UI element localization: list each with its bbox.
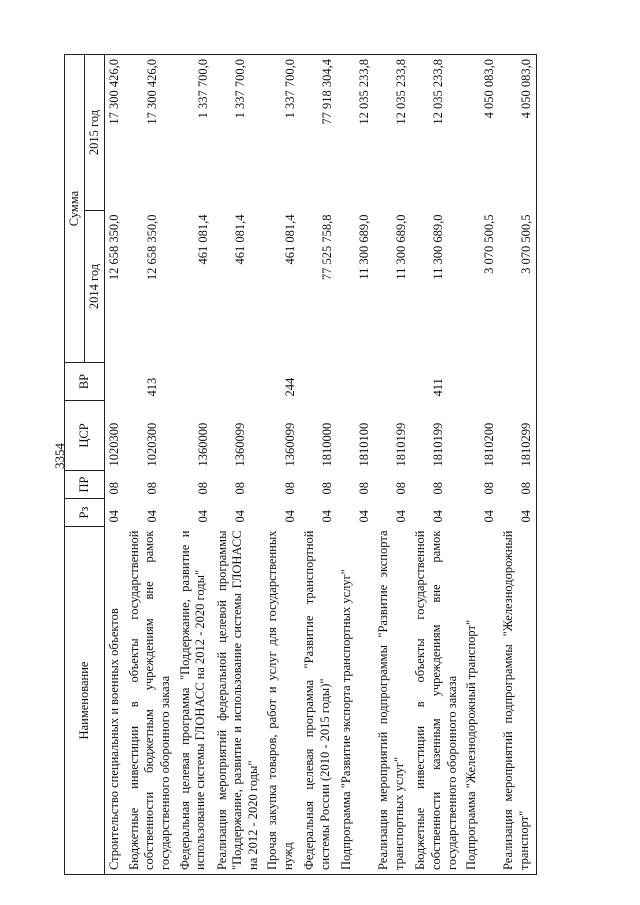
row-rz: 04 (195, 510, 210, 523)
table-row (300, 55, 337, 875)
row-sum-2015: 4 050 083,0 (462, 55, 499, 211)
row-vr: 413 (144, 377, 159, 397)
row-sum-2014: 3 070 500,5 (499, 211, 537, 363)
header-pr: ПР (65, 471, 105, 499)
row-vr (213, 363, 264, 401)
table-row (462, 55, 499, 875)
header-rz: Рз (65, 499, 105, 527)
row-name: Подпрограмма "Железнодорожный транспорт" (462, 527, 499, 875)
row-sum-2014: 12 658 350,0 (107, 214, 121, 281)
row-vr (499, 363, 537, 401)
table-row (499, 55, 537, 875)
row-sum-2014: 461 081,4 (232, 214, 247, 265)
row-csr: 1360099 (283, 422, 298, 467)
row-pr: 08 (144, 482, 159, 495)
table-row (374, 55, 411, 875)
row-sum-2015: 17 300 426,0 (125, 55, 176, 211)
table-row (411, 55, 462, 875)
row-rz: 04 (482, 510, 497, 523)
row-csr: 1810199 (431, 422, 446, 467)
row-sum-2015: 17 300 426,0 (105, 55, 125, 211)
row-sum-2014: 12 658 350,0 (144, 214, 159, 281)
row-name: Реализация мероприятий федеральной целевой программы "Поддержание, развитие и использование системы ГЛОНАСС на 2012 - 2020 годы" (213, 527, 264, 875)
row-vr (337, 363, 374, 401)
table-row (263, 55, 300, 875)
header-2015: 2015 год (85, 55, 105, 211)
header-sum: Сумма (65, 55, 85, 363)
header-name: Наименование (65, 527, 105, 875)
row-sum-2014: 461 081,4 (195, 214, 210, 265)
row-pr: 08 (394, 482, 409, 495)
row-sum-2014: 11 300 689,0 (357, 214, 372, 280)
row-rz: 04 (232, 510, 247, 523)
table-body (105, 55, 537, 875)
row-csr: 1810000 (320, 422, 335, 467)
row-sum-2015: 1 337 700,0 (176, 55, 213, 211)
row-name: Бюджетные инвестиции в объекты государственной собственности казенным учреждениям вне рамок государственного оборонного заказа (411, 527, 462, 875)
row-sum-2015: 4 050 083,0 (499, 55, 537, 211)
row-name: Строительство специальных и военных объектов (105, 527, 125, 875)
table-row (176, 55, 213, 875)
row-rz: 04 (283, 510, 298, 523)
row-pr: 08 (357, 482, 372, 495)
row-sum-2015: 12 035 233,8 (411, 55, 462, 211)
page-number: 3354 (52, 443, 67, 469)
row-pr: 08 (320, 482, 335, 495)
row-sum-2014: 11 300 689,0 (394, 214, 409, 280)
header-csr: ЦСР (65, 401, 105, 471)
row-vr (374, 363, 411, 401)
row-rz: 04 (499, 499, 537, 527)
header-2014: 2014 год (85, 211, 105, 363)
row-sum-2015: 1 337 700,0 (263, 55, 300, 211)
row-csr: 1360000 (195, 422, 210, 467)
row-vr (300, 363, 337, 401)
row-rz: 04 (431, 510, 446, 523)
row-sum-2015: 1 337 700,0 (213, 55, 264, 211)
row-csr: 1020300 (107, 422, 121, 467)
row-sum-2014: 77 525 758,8 (320, 214, 335, 281)
row-rz: 04 (357, 510, 372, 523)
row-rz: 04 (394, 510, 409, 523)
row-pr: 08 (283, 482, 298, 495)
row-pr: 08 (499, 471, 537, 499)
row-sum-2014: 11 300 689,0 (431, 214, 446, 280)
row-pr: 08 (431, 482, 446, 495)
row-sum-2015: 12 035 233,8 (337, 55, 374, 211)
row-name: Подпрограмма "Развитие экспорта транспортных услуг" (337, 527, 374, 875)
row-name: Бюджетные инвестиции в объекты государственной собственности бюджетным учреждениям вне рамок государственного оборонного заказа (125, 527, 176, 875)
row-vr (105, 363, 125, 401)
row-vr (176, 363, 213, 401)
table-row (105, 55, 125, 875)
row-name: Реализация мероприятий подпрограммы "Развитие экспорта транспортных услуг" (374, 527, 411, 875)
budget-table-sheet (64, 55, 584, 875)
row-pr: 08 (195, 482, 210, 495)
row-name: Федеральная целевая программа "Развитие транспортной системы России (2010 - 2015 годы)" (300, 527, 337, 875)
header-vr: ВР (65, 363, 105, 401)
row-name: Прочая закупка товаров, работ и услуг для государственных нужд (263, 527, 300, 875)
table-row (213, 55, 264, 875)
table-row (337, 55, 374, 875)
row-csr: 1810299 (499, 401, 537, 471)
row-csr: 1360099 (232, 422, 247, 467)
row-vr (462, 363, 499, 401)
row-pr: 08 (482, 482, 497, 495)
row-sum-2015: 77 918 304,4 (300, 55, 337, 211)
row-rz: 04 (144, 510, 159, 523)
row-csr: 1810199 (394, 422, 409, 467)
row-pr: 08 (107, 482, 121, 495)
table-row (125, 55, 176, 875)
row-csr: 1020300 (144, 422, 159, 467)
row-name: Федеральная целевая программа "Поддержание, развитие и использование системы ГЛОНАСС на 2012 - 2020 годы" (176, 527, 213, 875)
row-sum-2014: 461 081,4 (283, 214, 298, 265)
row-rz: 04 (320, 510, 335, 523)
row-sum-2014: 3 070 500,5 (482, 214, 497, 274)
row-pr: 08 (232, 482, 247, 495)
row-csr: 1810100 (357, 422, 372, 467)
row-name: Реализация мероприятий подпрограммы "Железнодорожный транспорт" (499, 527, 537, 875)
row-rz: 04 (107, 510, 121, 523)
row-csr: 1810200 (482, 422, 497, 467)
row-sum-2015: 12 035 233,8 (374, 55, 411, 211)
budget-table (64, 54, 537, 875)
row-vr: 411 (431, 378, 446, 397)
row-vr: 244 (283, 377, 298, 397)
